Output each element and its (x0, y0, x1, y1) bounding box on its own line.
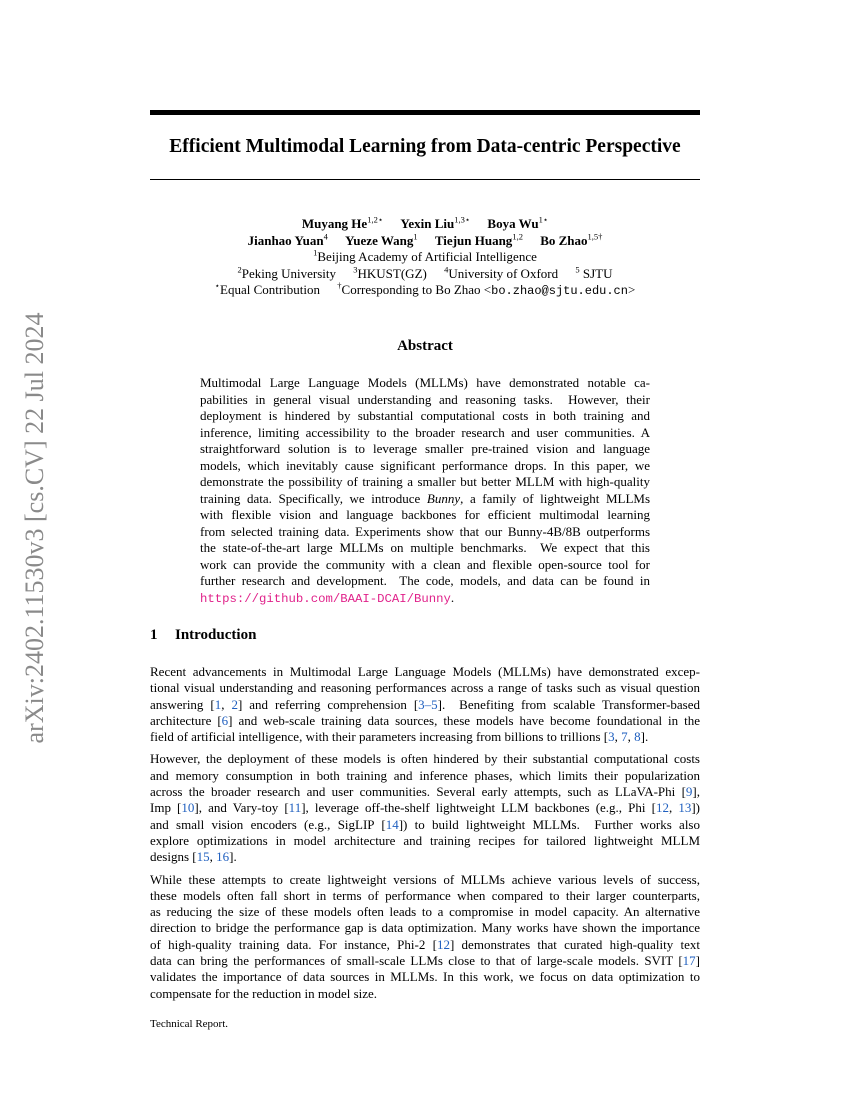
text-run: demonstrate the possibility of training a smaller but better MLLM with high-quality (200, 474, 650, 489)
paragraph (150, 664, 700, 745)
affil-number: 5 (575, 264, 580, 275)
text-run: with flexible vision and language backbones for efficient multimodal learning (200, 507, 650, 522)
text-line (150, 872, 700, 888)
abstract-link-line (200, 590, 650, 607)
text-run: . (644, 729, 649, 745)
text-run: training data. Specifically, we introduce (200, 490, 427, 506)
author-name: Tiejun Huang (434, 232, 513, 248)
citation-link[interactable]: 8 (634, 729, 641, 745)
affil-number: 4 (444, 264, 449, 275)
text-line (200, 425, 650, 442)
bracket: ] (437, 696, 442, 712)
section-heading (150, 627, 256, 644)
affiliation-row (150, 266, 700, 283)
author-affil: 1⋆ (538, 214, 549, 225)
abstract-body (200, 375, 650, 606)
arxiv-identifier: arXiv:2402.11530v3 [cs.CV] 22 Jul 2024 (20, 312, 49, 744)
top-rule (150, 110, 700, 115)
paragraph (150, 751, 700, 865)
affil-text: University of Oxford (448, 265, 559, 281)
footer-note: Technical Report. (150, 1018, 229, 1030)
citation-link[interactable]: 13 (678, 800, 692, 816)
text-line (150, 920, 700, 936)
text-line (150, 729, 700, 745)
text-line (150, 969, 700, 985)
text-run: While these attempts to create lightweight versions of MLLMs achieve various levels of success, (150, 871, 700, 887)
citation-link[interactable]: 7 (621, 729, 628, 745)
text-line (150, 849, 700, 865)
paper-title: Efficient Multimodal Learning from Data-centric Perspective (169, 136, 681, 157)
separator: , (614, 729, 622, 745)
bracket: [ (413, 696, 419, 712)
text-line (200, 375, 650, 392)
bracket: [ (284, 800, 289, 816)
affil-text: Beijing Academy of Artificial Intelligence (317, 249, 537, 264)
author-block (150, 216, 700, 300)
text-run: Recent advancements in Multimodal Large Language Models (MLLMs) have demonstrated excep- (150, 664, 700, 679)
text-line (150, 904, 700, 920)
text-run: demonstrates that curated high-quality text (454, 936, 700, 952)
text-run: of high-quality training data. For instance, Phi-2 (150, 936, 433, 952)
bracket: ] (691, 800, 696, 816)
citation-link[interactable]: 1 (214, 696, 222, 712)
citation-link[interactable]: 3–5 (418, 696, 438, 712)
affil-number: 3 (353, 264, 358, 275)
bracket: [ (603, 729, 609, 745)
citation-link[interactable]: 17 (682, 953, 696, 969)
abstract-heading: Abstract (397, 338, 453, 354)
text-run: tional visual understanding and reasoning performances across a range of tasks such as visual question (150, 680, 700, 696)
text-line (200, 507, 650, 524)
corresponding-note: Corresponding to Bo Zhao < (341, 282, 492, 297)
bracket: ] (398, 816, 404, 832)
text-line (200, 573, 650, 590)
text-run: ) to build lightweight MLLMs. Further works also (403, 816, 700, 832)
bracket: ] (640, 729, 645, 745)
citation-link[interactable]: 12 (436, 936, 450, 952)
citation-link[interactable]: 12 (655, 800, 669, 816)
text-line (150, 784, 700, 800)
text-run: and memory consumption in both training and inference phases, which limits their popularization (150, 767, 700, 783)
text-run: straightforward solution is to leverage smaller pre-trained vision and language (200, 441, 650, 456)
bracket: ] (695, 953, 700, 969)
text-run: data can bring the performances of small-scale LLMs close to that of large-scale models. SVIT (150, 953, 679, 969)
author-affil: 1,3⋆ (454, 214, 471, 225)
text-run: architecture (150, 712, 218, 728)
bracket: ] (194, 800, 199, 816)
text-line (150, 888, 700, 904)
citation-link[interactable]: 16 (216, 849, 230, 865)
author-name: Jianhao Yuan (247, 232, 324, 248)
text-run: field of artificial intelligence, with their parameters increasing from billions to trillions (150, 729, 604, 745)
text-run: models, which inevitably cause significant performance drops. In this paper, we (200, 457, 650, 473)
text-run: as reducing the size of these models often leads to a compromise in model capacity. An alternative (150, 904, 700, 920)
bracket: [ (210, 696, 215, 712)
citation-link[interactable]: 9 (685, 784, 693, 800)
separator: , (668, 800, 679, 816)
author-affil: 4 (323, 231, 328, 242)
note-symbol: ⋆ (214, 280, 220, 291)
citation-link[interactable]: 3 (608, 729, 615, 745)
author-affil: 1,5† (587, 231, 603, 242)
introduction-body (150, 664, 700, 1008)
text-line (150, 713, 700, 729)
author-affil: 1,2 (512, 231, 523, 242)
text-run: Imp (150, 800, 178, 816)
text-run: deployment is hindered by substantial computational costs in both training and (200, 408, 650, 423)
author-affil: 1 (413, 231, 418, 242)
text-line (150, 833, 700, 849)
emphasis: Bunny (426, 490, 461, 506)
bracket: [ (432, 936, 437, 952)
author-row-2 (150, 233, 700, 250)
text-run: further research and development. The code, models, and data can be found in (200, 573, 650, 588)
note-symbol: † (337, 280, 342, 291)
separator: , (221, 696, 232, 712)
text-run: work can provide the community with a clean and flexible open-source tool for (200, 556, 650, 572)
citation-link[interactable]: 14 (385, 816, 399, 832)
text-run: , leverage off-the-shelf lightweight LLM backbones (e.g., Phi (305, 800, 652, 816)
section-number: 1 (150, 627, 158, 643)
bracket: [ (192, 849, 197, 865)
text-run: explore optimizations in model architecture and training recipes for tailored lightweight MLLM (150, 832, 700, 848)
author-notes (150, 282, 700, 300)
author-row-1 (150, 216, 700, 233)
bracket: [ (651, 800, 656, 816)
bracket: [ (678, 953, 683, 969)
equal-contribution-note: Equal Contribution (220, 282, 321, 297)
text-run: inference, limiting accessibility to the broader research and user communities. A (200, 424, 650, 440)
citation-link[interactable]: 6 (221, 712, 229, 728)
text-run: . (233, 849, 237, 865)
text-run: , (696, 784, 700, 800)
text-run: validates the importance of data sources in MLLMs. In this work, we focus on data optimization to (150, 969, 700, 985)
affil-text: SJTU (579, 265, 613, 281)
text-line (150, 697, 700, 713)
bracket: [ (381, 816, 386, 832)
text-run: compensate for the reduction in model size. (150, 985, 378, 1001)
bracket: [ (217, 712, 222, 728)
text-line (200, 557, 650, 574)
separator: , (627, 729, 635, 745)
text-run: However, the deployment of these models is often hindered by their substantial computational costs (150, 751, 700, 767)
text-line (150, 680, 700, 696)
text-line (150, 751, 700, 767)
text-run: Multimodal Large Language Models (MLLMs) have demonstrated notable ca- (200, 375, 650, 390)
bracket: ] (301, 800, 306, 816)
title-rule (150, 179, 700, 180)
affil-number: 1 (313, 247, 318, 258)
text-line (150, 953, 700, 969)
text-run: across the broader research and user communities. Several early attempts, such as LLaVA-Phi (150, 784, 682, 800)
text-line (150, 986, 700, 1002)
text-line (200, 441, 650, 458)
link-suffix: . (450, 589, 455, 605)
text-run: these models often fall short in terms of performance when compared to their larger counterparts, (150, 887, 700, 903)
paragraph (150, 872, 700, 1002)
text-line (150, 664, 700, 680)
bracket: ] (229, 849, 234, 865)
author-name: Bo Zhao (540, 232, 588, 248)
affil-text: Peking University (241, 265, 337, 281)
citation-link[interactable]: 2 (231, 696, 238, 712)
text-run: and referring comprehension (242, 696, 414, 712)
bracket: ] (237, 696, 243, 712)
author-name: Boya Wu (487, 216, 539, 231)
text-run: and web-scale training data sources, these models have become foundational in the (232, 712, 700, 728)
text-run: the state-of-the-art large MLLMs on multiple benchmarks. We expect that this (200, 540, 650, 555)
text-line (200, 540, 650, 557)
text-line (200, 458, 650, 475)
text-run: , a family of lightweight MLLMs (460, 490, 650, 506)
github-link[interactable]: https://github.com/BAAI-DCAI/Bunny (200, 591, 451, 606)
citation-link[interactable]: 10 (181, 800, 195, 816)
text-line (150, 800, 700, 816)
author-affil: 1,2⋆ (367, 214, 384, 225)
text-run: ) (695, 800, 700, 816)
bracket: ] (449, 936, 455, 952)
section-title: Introduction (175, 627, 257, 643)
text-line (200, 474, 650, 491)
affil-number: 2 (237, 264, 242, 275)
bracket: [ (177, 800, 182, 816)
affil-text: HKUST(GZ) (357, 265, 427, 281)
text-run: pabilities in general visual understanding and reasoning tasks. However, their (200, 391, 650, 407)
author-name: Yueze Wang (345, 232, 414, 248)
author-name: Yexin Liu (400, 216, 455, 231)
text-line (200, 408, 650, 425)
text-line (200, 524, 650, 541)
citation-link[interactable]: 11 (288, 800, 302, 816)
email-bracket: > (627, 282, 636, 297)
text-line (150, 768, 700, 784)
bracket: ] (692, 784, 697, 800)
text-run: designs (150, 849, 193, 865)
text-line (200, 392, 650, 409)
text-run: from selected training data. Experiments show that our Bunny-4B/8B outperforms (200, 523, 650, 539)
author-name: Muyang He (301, 216, 368, 231)
text-line (150, 817, 700, 833)
affiliation-1 (150, 249, 700, 266)
citation-link[interactable]: 15 (196, 849, 210, 865)
separator: , (209, 849, 217, 865)
text-line (200, 491, 650, 508)
bracket: [ (681, 784, 686, 800)
text-run: . Benefiting from scalable Transformer-based (442, 696, 701, 712)
text-run: , and Vary-toy (198, 800, 285, 816)
text-run: answering (150, 696, 211, 712)
text-run: and small vision encoders (e.g., SigLIP (150, 816, 382, 832)
text-line (150, 937, 700, 953)
bracket: ] (228, 712, 233, 728)
corresponding-email[interactable]: bo.zhao@sjtu.edu.cn (491, 284, 628, 298)
text-run: direction to bridge the performance gap is data optimization. Many works have shown the importance (150, 920, 700, 936)
